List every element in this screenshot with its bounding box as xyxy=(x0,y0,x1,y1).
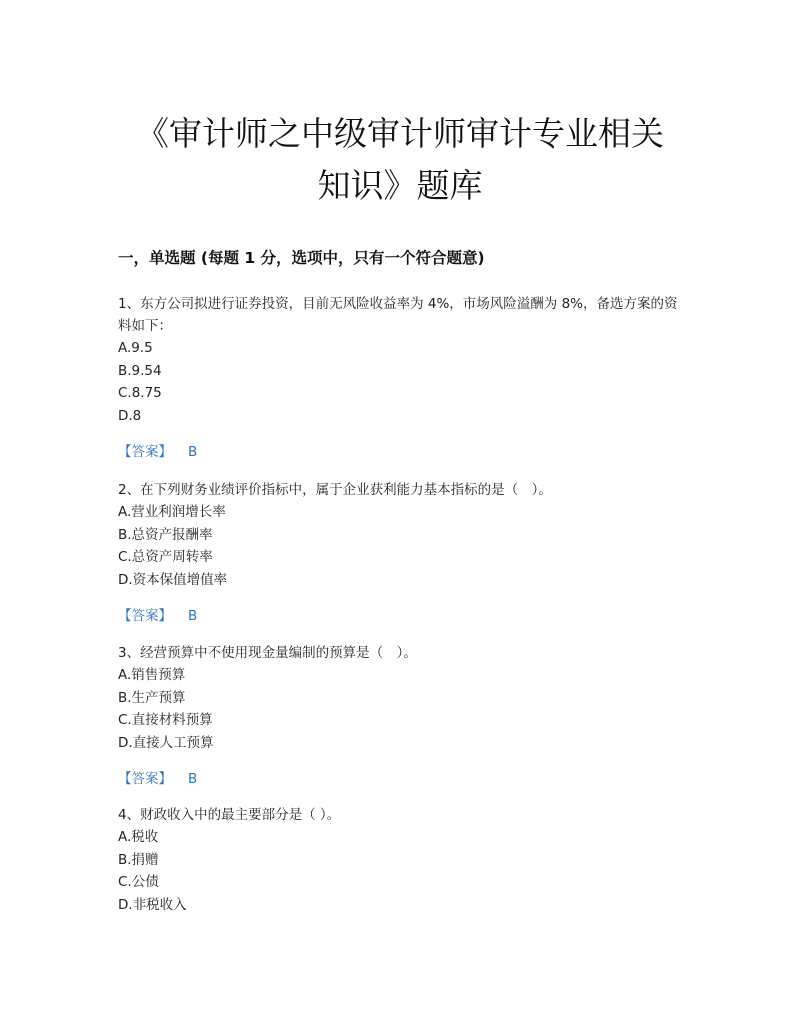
option-d: D.直接人工预算 xyxy=(118,734,214,751)
answer-label: 【答案】 xyxy=(118,771,172,787)
option-d: D.非税收入 xyxy=(118,896,187,913)
option-a: A.税收 xyxy=(118,829,159,845)
option-b: B.生产预算 xyxy=(118,689,186,706)
answer-value: B xyxy=(188,771,198,787)
question-text: 3、经营预算中不使用现金量编制的预算是（ ）。 xyxy=(118,645,417,661)
document-title xyxy=(100,108,700,212)
answer-value: B xyxy=(188,444,198,460)
option-c: C.公债 xyxy=(118,874,159,890)
option-a: A.营业利润增长率 xyxy=(118,504,226,520)
answer-value: B xyxy=(188,608,198,624)
answer-line xyxy=(118,441,684,463)
question-text: 4、财政收入中的最主要部分是（ ）。 xyxy=(118,807,341,823)
option-d: D.8 xyxy=(118,407,142,424)
option-a: A.销售预算 xyxy=(118,667,186,683)
option-b: B.捐赠 xyxy=(118,851,159,868)
option-c: C.直接材料预算 xyxy=(118,712,213,728)
answer-label: 【答案】 xyxy=(118,444,172,460)
option-d: D.资本保值增值率 xyxy=(118,571,228,588)
option-a: A.9.5 xyxy=(118,340,153,356)
answer-line xyxy=(118,768,684,790)
question-1 xyxy=(118,293,684,463)
section-header: 一，单选题 (每题 1 分，选项中，只有一个符合题意) xyxy=(118,249,485,267)
question-text: 1、东方公司拟进行证券投资，目前无风险收益率为 4%，市场风险溢酬为 8%，备选方案的资料如下： xyxy=(118,296,678,334)
question-4 xyxy=(118,804,684,916)
title-line-2: 知识》题库 xyxy=(317,166,483,205)
answer-label: 【答案】 xyxy=(118,608,172,624)
answer-line xyxy=(118,605,684,627)
question-3 xyxy=(118,642,684,790)
option-c: C.8.75 xyxy=(118,385,162,401)
option-b: B.总资产报酬率 xyxy=(118,526,213,543)
title-line-1: 《审计师之中级审计师审计专业相关 xyxy=(136,114,664,153)
option-b: B.9.54 xyxy=(118,362,162,379)
question-text: 2、在下列财务业绩评价指标中，属于企业获利能力基本指标的是（ ）。 xyxy=(118,482,552,498)
option-c: C.总资产周转率 xyxy=(118,549,213,565)
question-2 xyxy=(118,479,684,627)
